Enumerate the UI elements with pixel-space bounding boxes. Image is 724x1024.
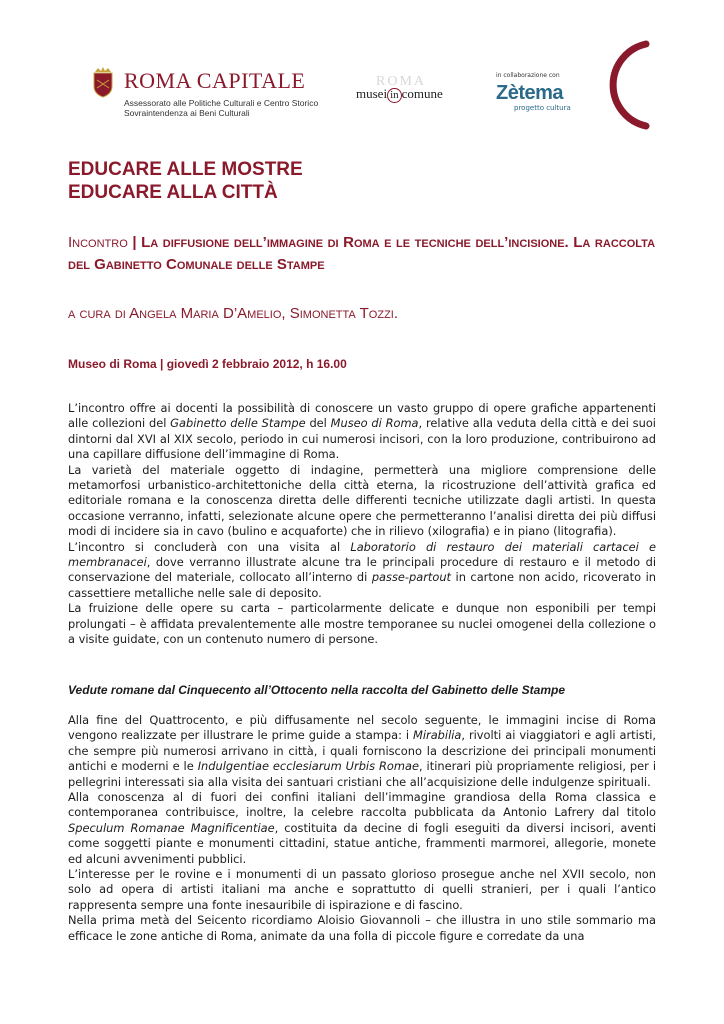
musei-in-comune-logo <box>356 76 456 110</box>
org-subtitle-line-1: Assessorato alle Politiche Culturali e Centro Storico <box>124 98 319 108</box>
musei-logo-post: comune <box>401 86 443 101</box>
italic-text: Indulgentiae ecclesiarum Urbis Romae <box>197 759 419 774</box>
decorative-arc-icon <box>594 40 654 130</box>
musei-logo-in: in <box>387 88 402 103</box>
page-title-line-2: EDUCARE ALLA CITTÀ <box>68 182 278 203</box>
text: Alla conoscenza al di fuori dei confini italiani dell’immagine grandiosa della Roma classica e contemporanea contribuisce, inoltre, la celebre raccolta pubblicata da Antonio Lafrery dal titolo <box>68 790 656 820</box>
text: Alla fine del Quattrocento, e più diffusamente nel secolo seguente, le immagini incise di Roma vengono realizzate per illustrare le prime guide a stampa: i <box>68 713 656 743</box>
text: , relative alla veduta della città e dei suoi dintorni dal XVI al XIX secolo, periodo in cui numerosi incisori, con la loro produzione, contribuirono ad una capillare diffusione dell’immagine di Roma. <box>68 416 656 462</box>
paragraph <box>68 463 656 540</box>
event-date-line: Museo di Roma | giovedì 2 febbraio 2012, h 16.00 <box>68 357 347 371</box>
event-heading <box>68 232 655 276</box>
text: L’incontro offre ai docenti la possibilità di conoscere un vasto gruppo di opere grafiche appartenenti alle collezioni del <box>68 401 656 431</box>
text: La fruizione delle opere su carta – particolarmente delicate e dunque non esponibili per tempi prolungati – è affidata prevalentemente alle mostre temporanee su nuclei omogenei della collezione o a visite guidate, con un contenuto numero di persone. <box>68 601 656 647</box>
musei-logo-pre: musei <box>356 86 388 101</box>
paragraph <box>68 601 656 647</box>
musei-logo-ghost-text: ROMA <box>376 74 427 89</box>
text: , itinerari più propriamente religiosi, per i pellegrini interessati sia alla visita dei santuari cristiani che all’acquisizione delle indulgenze spirituali. <box>68 759 656 789</box>
italic-text: Laboratorio di restauro dei materiali cartacei e membranacei <box>68 539 656 570</box>
italic-text: Gabinetto delle Stampe <box>170 416 306 431</box>
italic-text: Mirabilia <box>413 728 462 743</box>
paragraph <box>68 867 656 913</box>
collaboration-label: in collaborazione con <box>496 72 560 79</box>
zetema-tagline: progetto cultura <box>514 104 571 112</box>
letterhead <box>68 30 668 140</box>
paragraph <box>68 713 656 790</box>
musei-logo-text <box>356 86 443 103</box>
zetema-logo: Zètema <box>496 82 564 104</box>
curators: a cura di Angela Maria D’Amelio, Simonetta Tozzi. <box>68 305 399 322</box>
event-subject: La diffusione dell’immagine di Roma e le tecniche dell’incisione. La raccolta del Gabinetto Comunale delle Stampe <box>68 234 656 273</box>
italic-text: Museo di Roma <box>330 416 419 431</box>
org-subtitle <box>124 98 318 118</box>
text: , rivolti ai viaggiatori e agli artisti, che sempre più numerosi arrivano in città, i quali forniscono la descrizione dei principali monumenti antichi e moderni e le <box>68 728 656 774</box>
roma-crest-icon <box>92 66 114 98</box>
event-separator: | <box>132 234 137 251</box>
section-title: Vedute romane dal Cinquecento all’Ottocento nella raccolta del Gabinetto delle Stampe <box>68 683 565 697</box>
text: in cartone non acido, ricoverato in cassettiere metalliche nelle sale di deposito. <box>68 570 656 600</box>
section-text <box>68 713 656 944</box>
intro-text <box>68 401 656 648</box>
text: La varietà del materiale oggetto di indagine, permetterà una migliore comprensione delle metamorfosi urbanistico-architettoniche della città eterna, la ricostruzione dell’attività grafica ed editoriale romana e la conoscenza diretta delle differenti tecniche utilizzate dagli artisti. In questa occasione verranno, infatti, selezionate alcune opere che permetteranno l’analisi diretta dei più diffusi modi di incidere sia in cavo (bulino e acquaforte) che in rilievo (xilografia) e in piano (litografia). <box>68 462 656 539</box>
text: , dove verranno illustrate alcune tra le principali procedure di restauro e il metodo di conservazione del materiale, collocato all’interno di <box>68 555 656 585</box>
paragraph <box>68 540 656 602</box>
text: , costituita da decine di fogli eseguiti da diversi incisori, aventi come soggetti piante e monumenti cittadini, statue antiche, frammenti marmorei, allegorie, monete ed alcuni avvenimenti pubblici. <box>68 820 656 866</box>
italic-text: Speculum Romanae Magnificentiae <box>68 820 275 835</box>
text: L’incontro si concluderà con una visita al <box>68 539 351 554</box>
page-title-line-1: EDUCARE ALLE MOSTRE <box>68 159 303 180</box>
paragraph <box>68 401 656 463</box>
italic-text: passe-partout <box>371 570 452 585</box>
page-title <box>68 158 303 204</box>
text: del <box>305 416 331 431</box>
text: Nella prima metà del Seicento ricordiamo Aloisio Giovannoli – che illustra in uno stile sommario ma efficace le zone antiche di Roma, animate da una folla di piccole figure e corredate da una <box>68 913 656 943</box>
event-type-label: Incontro <box>68 234 128 251</box>
org-subtitle-line-2: Sovraintendenza ai Beni Culturali <box>124 108 250 118</box>
paragraph <box>68 790 656 867</box>
text: L’interesse per le rovine e i monumenti di un passato glorioso prosegue anche nel XVII secolo, non solo ad opera di artisti italiani ma anche e soprattutto di quelli stranieri, per i quali l’antico rappresenta sempre una fonte inesauribile di ispirazione e di fascino. <box>68 867 656 912</box>
paragraph <box>68 913 656 944</box>
org-name: ROMA CAPITALE <box>124 68 306 93</box>
